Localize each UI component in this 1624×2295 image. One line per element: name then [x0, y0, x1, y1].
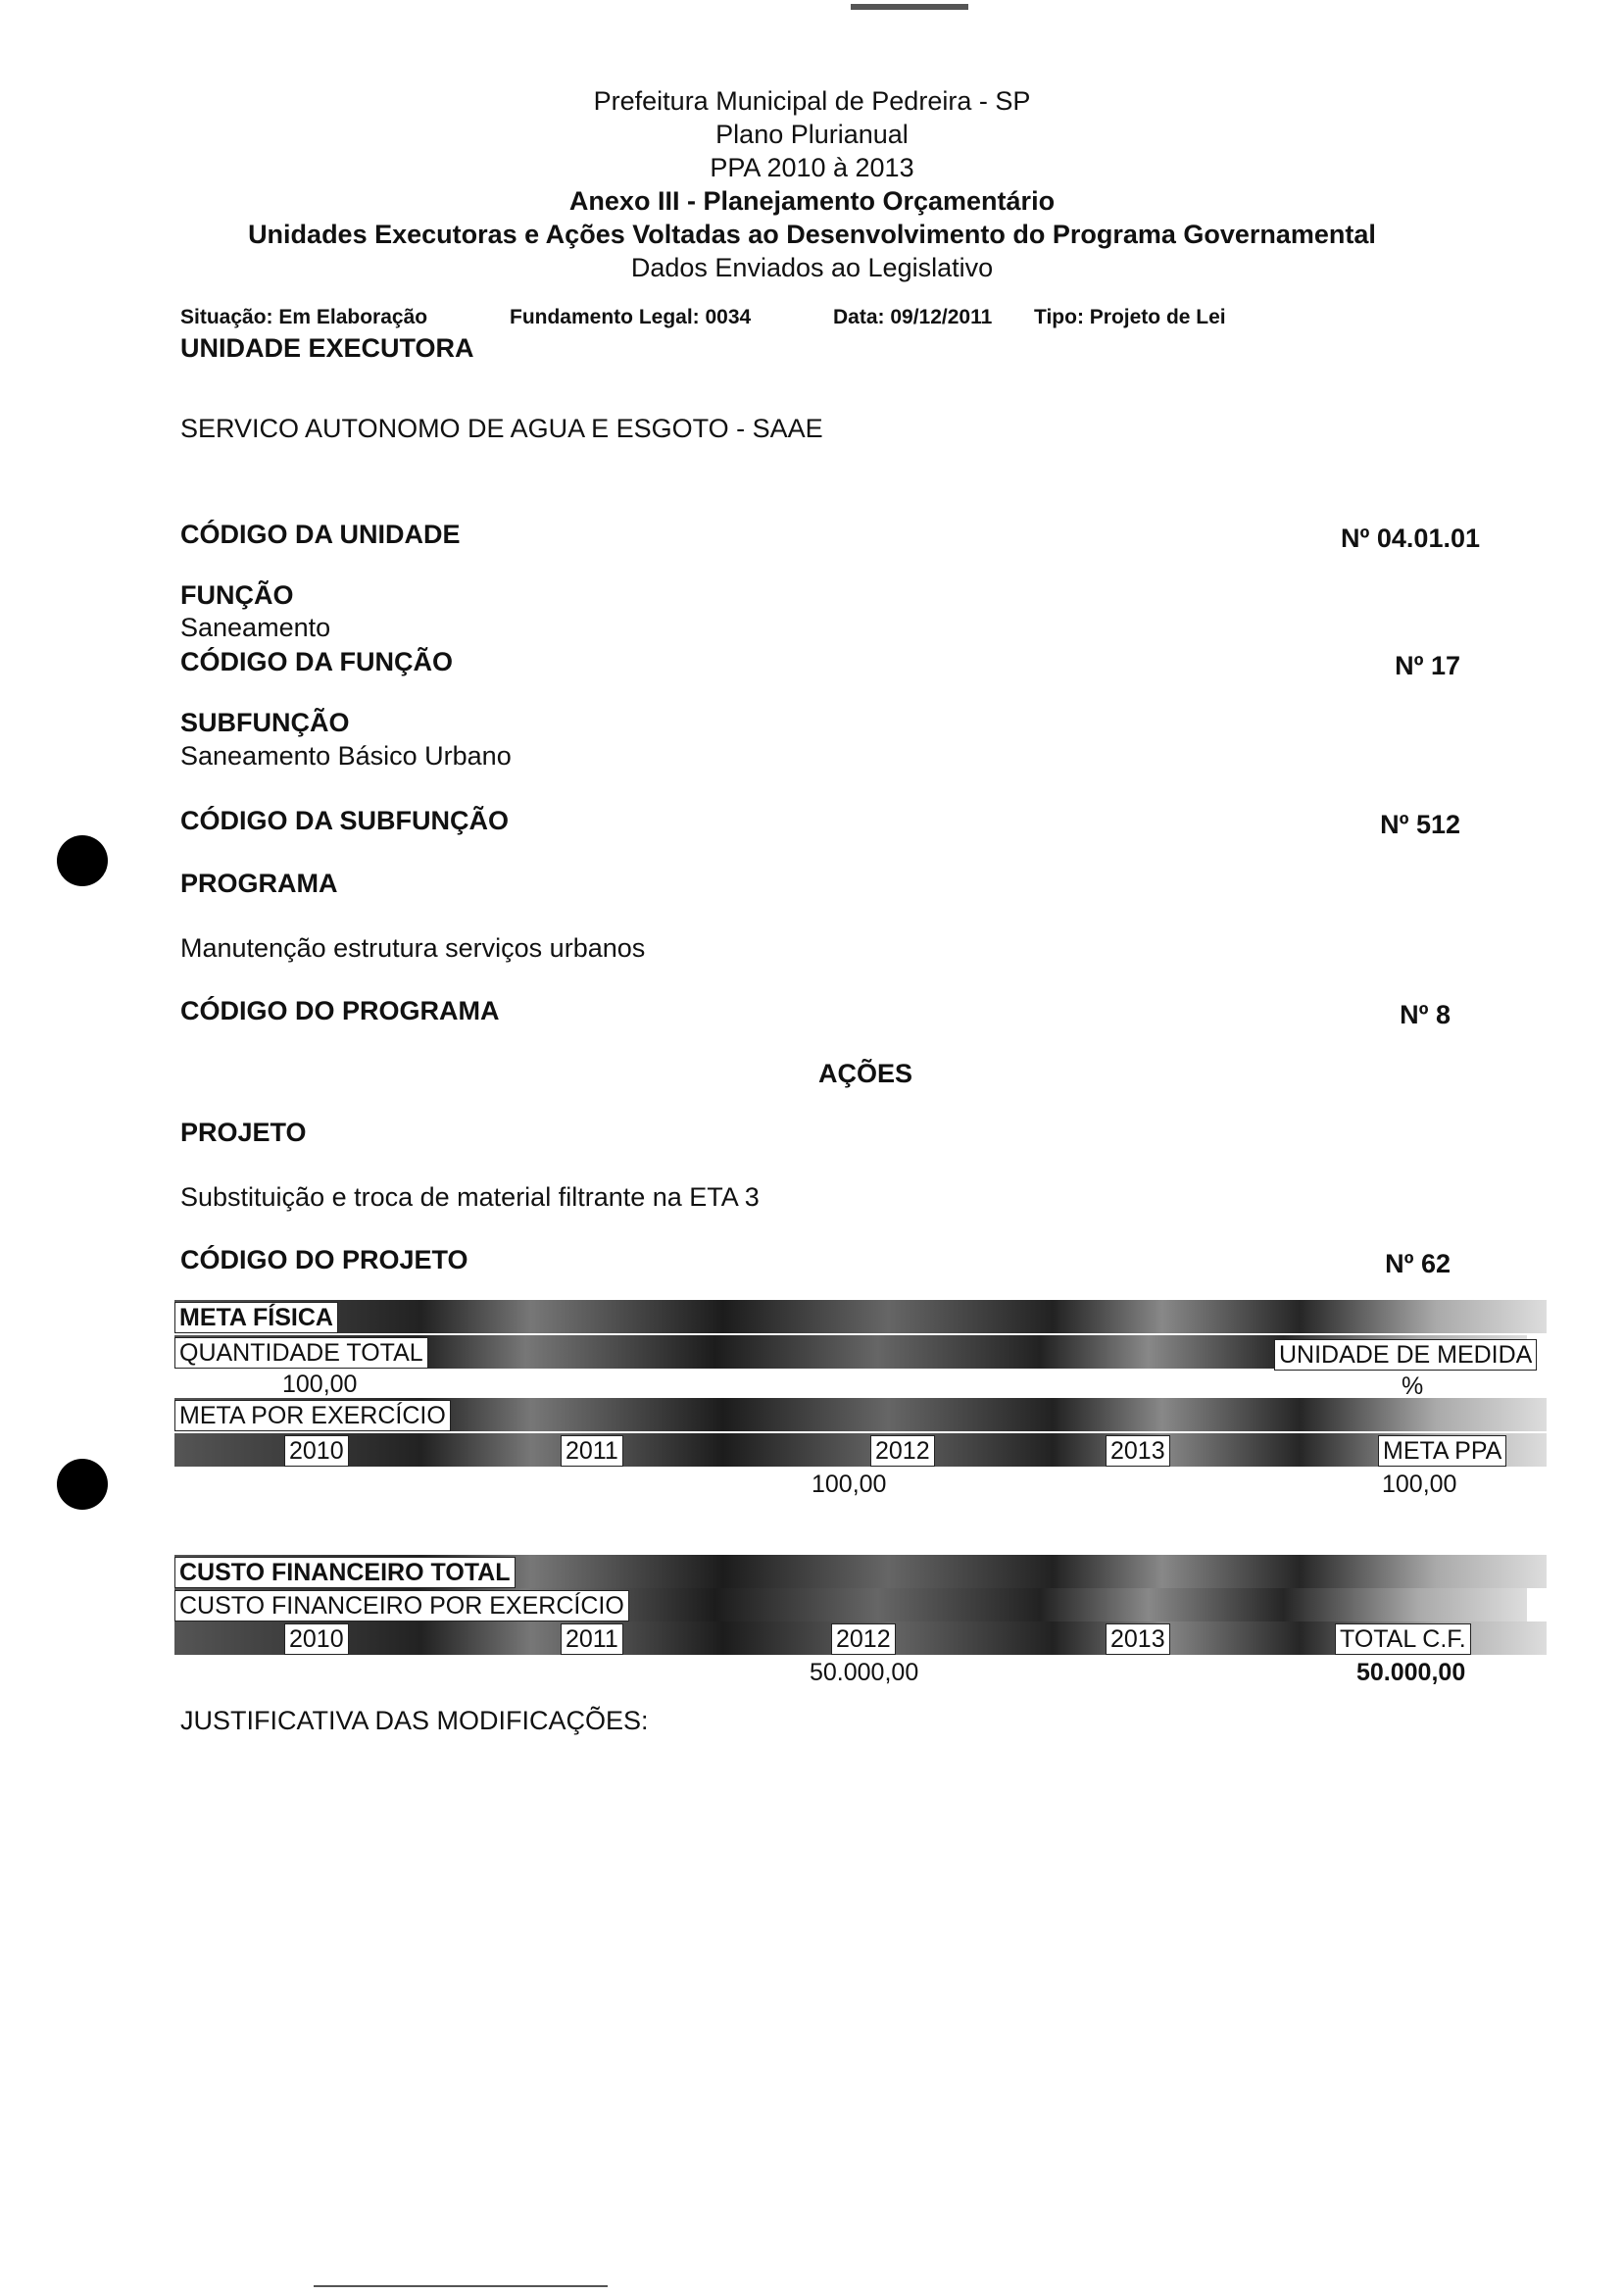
subfuncao-code-value: Nº 512	[1380, 810, 1460, 839]
custo-year-2010: 2010	[284, 1623, 349, 1655]
custo-year-2012: 2012	[831, 1623, 896, 1655]
meta-year-2012: 2012	[870, 1435, 935, 1467]
unidade-heading: UNIDADE EXECUTORA	[180, 333, 474, 363]
meta-por-exercicio-label: META POR EXERCÍCIO	[174, 1400, 451, 1431]
meta-fisica-band-4	[174, 1433, 1547, 1467]
header-unidades: Unidades Executoras e Ações Voltadas ao Desenvolvimento do Programa Governamental	[248, 220, 1376, 249]
custo-total-cf-label: TOTAL C.F.	[1335, 1623, 1471, 1655]
meta-year-2011: 2011	[561, 1435, 623, 1467]
acoes-heading: AÇÕES	[818, 1059, 913, 1088]
unidade-code-label: CÓDIGO DA UNIDADE	[180, 520, 461, 549]
scan-mark-bottom	[314, 2285, 608, 2287]
status-situacao: Situação: Em Elaboração	[180, 306, 428, 328]
custo-por-exercicio-label: CUSTO FINANCEIRO POR EXERCÍCIO	[174, 1590, 629, 1621]
meta-fisica-heading: META FÍSICA	[174, 1302, 338, 1333]
unidade-name: SERVICO AUTONOMO DE AGUA E ESGOTO - SAAE	[180, 414, 823, 443]
funcao-name: Saneamento	[180, 613, 331, 642]
subfuncao-code-label: CÓDIGO DA SUBFUNÇÃO	[180, 806, 509, 835]
funcao-heading: FUNÇÃO	[180, 580, 294, 610]
custo-value-2012: 50.000,00	[810, 1659, 919, 1686]
binder-hole-bottom	[57, 1459, 108, 1510]
status-fundamento: Fundamento Legal: 0034	[510, 306, 752, 328]
header-plano: Plano Plurianual	[715, 120, 909, 149]
programa-heading: PROGRAMA	[180, 869, 338, 898]
meta-fisica-band-1	[174, 1300, 1547, 1333]
projeto-code-label: CÓDIGO DO PROJETO	[180, 1245, 468, 1274]
justificativa-label: JUSTIFICATIVA DAS MODIFICAÇÕES:	[180, 1706, 649, 1735]
status-tipo: Tipo: Projeto de Lei	[1034, 306, 1226, 328]
meta-ppa-value: 100,00	[1382, 1471, 1457, 1498]
custo-year-2011: 2011	[561, 1623, 623, 1655]
header-prefeitura: Prefeitura Municipal de Pedreira - SP	[593, 86, 1031, 116]
meta-value-2012: 100,00	[812, 1471, 887, 1498]
unidade-code-value: Nº 04.01.01	[1341, 524, 1480, 553]
projeto-heading: PROJETO	[180, 1118, 307, 1147]
header-anexo: Anexo III - Planejamento Orçamentário	[568, 186, 1056, 216]
meta-quantidade-label: QUANTIDADE TOTAL	[174, 1337, 428, 1369]
scan-mark-top	[851, 4, 968, 10]
meta-year-2010: 2010	[284, 1435, 349, 1467]
projeto-name: Substituição e troca de material filtrante na ETA 3	[180, 1182, 760, 1212]
programa-code-value: Nº 8	[1400, 1000, 1451, 1029]
projeto-code-value: Nº 62	[1385, 1249, 1451, 1278]
meta-unidade-label: UNIDADE DE MEDIDA	[1274, 1339, 1537, 1371]
binder-hole-top	[57, 835, 108, 886]
meta-year-2013: 2013	[1106, 1435, 1170, 1467]
programa-code-label: CÓDIGO DO PROGRAMA	[180, 996, 500, 1025]
funcao-code-label: CÓDIGO DA FUNÇÃO	[180, 647, 453, 676]
meta-ppa-label: META PPA	[1378, 1435, 1506, 1467]
funcao-code-value: Nº 17	[1395, 651, 1460, 680]
subfuncao-heading: SUBFUNÇÃO	[180, 708, 350, 737]
meta-quantidade-value: 100,00	[282, 1371, 358, 1398]
custo-year-2013: 2013	[1106, 1623, 1170, 1655]
meta-unidade-value: %	[1402, 1372, 1424, 1400]
status-data: Data: 09/12/2011	[833, 306, 993, 328]
custo-total-label: CUSTO FINANCEIRO TOTAL	[174, 1557, 516, 1588]
header-ppa: PPA 2010 à 2013	[710, 153, 914, 182]
header-dados: Dados Enviados ao Legislativo	[630, 253, 994, 282]
custo-total-value: 50.000,00	[1356, 1659, 1466, 1686]
programa-name: Manutenção estrutura serviços urbanos	[180, 933, 646, 963]
subfuncao-name: Saneamento Básico Urbano	[180, 741, 512, 771]
